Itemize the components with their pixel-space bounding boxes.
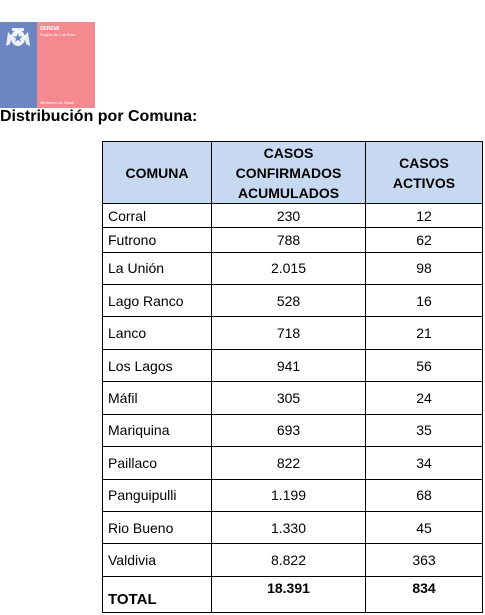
total-activos: 834 [366,577,483,613]
cell-comuna: Rio Bueno [103,512,212,544]
cell-activos: 24 [366,382,483,414]
cell-activos: 16 [366,285,483,317]
cell-confirmados: 693 [212,414,366,446]
cell-comuna: Panguipulli [103,479,212,511]
logo-title: SEREMI [40,26,60,32]
cell-comuna: Futrono [103,228,212,252]
logo-subtitle: Región de Los Ríos [40,32,76,37]
cell-confirmados: 822 [212,447,366,479]
logo-red-panel [37,22,95,108]
cell-confirmados: 788 [212,228,366,252]
table-row [103,252,483,284]
cell-activos: 45 [366,512,483,544]
cell-comuna: Máfil [103,382,212,414]
cell-comuna: La Unión [103,252,212,284]
cell-activos: 98 [366,252,483,284]
cell-activos: 34 [366,447,483,479]
header-comuna: COMUNA [103,142,212,204]
cell-comuna: Mariquina [103,414,212,446]
table-row [103,204,483,228]
table-row [103,479,483,511]
cell-comuna: Corral [103,204,212,228]
cell-activos: 35 [366,414,483,446]
cell-confirmados: 8.822 [212,544,366,577]
table-row [103,285,483,317]
total-label: TOTAL [103,577,212,613]
logo-blue-panel [0,22,37,108]
chile-coat-of-arms-icon [4,26,32,50]
cell-activos: 68 [366,479,483,511]
table-row [103,317,483,349]
cell-confirmados: 2.015 [212,252,366,284]
total-confirmados: 18.391 [212,577,366,613]
cell-comuna: Lago Ranco [103,285,212,317]
cell-activos: 12 [366,204,483,228]
cell-activos: 62 [366,228,483,252]
cell-comuna: Valdivia [103,544,212,577]
header-activos: CASOS ACTIVOS [366,142,483,204]
cell-confirmados: 230 [212,204,366,228]
table-row [103,512,483,544]
cell-confirmados: 941 [212,349,366,381]
table-row [103,544,483,577]
header-confirmados: CASOS CONFIRMADOS ACUMULADOS [212,142,366,204]
distribution-table [102,141,483,613]
seremi-logo [0,22,95,108]
cell-activos: 363 [366,544,483,577]
cell-confirmados: 528 [212,285,366,317]
cell-comuna: Paillaco [103,447,212,479]
table-total-row [103,577,483,613]
page-heading: Distribución por Comuna: [0,108,198,125]
table-row [103,349,483,381]
cell-activos: 56 [366,349,483,381]
table-row [103,447,483,479]
cell-confirmados: 1.199 [212,479,366,511]
table-row [103,414,483,446]
logo-footer: Ministerio de Salud [40,100,75,105]
cell-confirmados: 1.330 [212,512,366,544]
cell-confirmados: 718 [212,317,366,349]
cell-confirmados: 305 [212,382,366,414]
table-row [103,382,483,414]
cell-comuna: Lanco [103,317,212,349]
cell-comuna: Los Lagos [103,349,212,381]
table-row [103,228,483,252]
table-header-row [103,142,483,204]
cell-activos: 21 [366,317,483,349]
